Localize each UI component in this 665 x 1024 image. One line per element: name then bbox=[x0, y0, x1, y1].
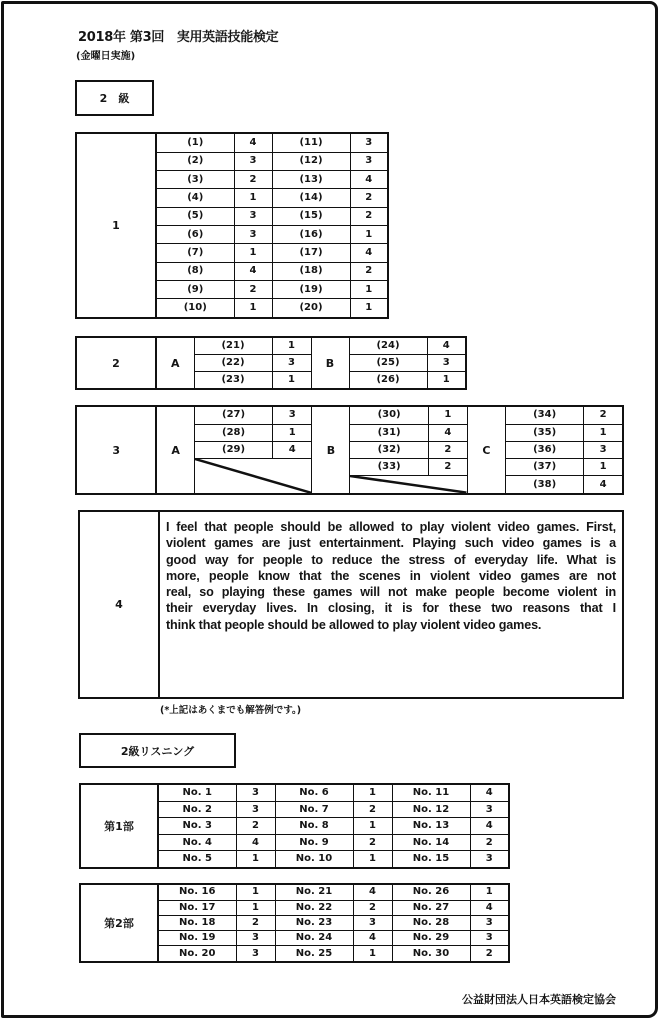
answer-value: 1 bbox=[236, 884, 275, 900]
question-number: (6) bbox=[156, 225, 234, 243]
question-number: No. 20 bbox=[158, 946, 236, 962]
section-1-answer-table bbox=[75, 132, 389, 319]
question-number: (2) bbox=[156, 152, 234, 170]
answer-value: 4 bbox=[350, 170, 388, 188]
question-number: No. 10 bbox=[275, 851, 353, 868]
question-number: (36) bbox=[506, 441, 584, 458]
answer-value: 1 bbox=[234, 244, 272, 262]
question-number: No. 4 bbox=[158, 834, 236, 851]
essay-line: more, people know that the scenes in violent video games are not bbox=[166, 568, 616, 583]
answer-value: 1 bbox=[353, 784, 392, 801]
question-number: No. 13 bbox=[392, 818, 470, 835]
part-label: A bbox=[156, 406, 194, 494]
answer-value: 2 bbox=[470, 946, 509, 962]
question-number: No. 16 bbox=[158, 884, 236, 900]
answer-value: 4 bbox=[353, 884, 392, 900]
answer-value: 2 bbox=[470, 834, 509, 851]
answer-row bbox=[76, 406, 623, 424]
question-number: (8) bbox=[156, 262, 234, 280]
blank-diagonal-cell bbox=[194, 459, 311, 494]
answer-value: 3 bbox=[236, 784, 275, 801]
question-number: (35) bbox=[506, 424, 584, 441]
answer-value: 2 bbox=[428, 441, 467, 458]
answer-row bbox=[76, 133, 388, 152]
answer-value: 1 bbox=[236, 851, 275, 868]
question-number: (26) bbox=[349, 371, 427, 389]
answer-value: 2 bbox=[584, 406, 623, 424]
answer-value: 3 bbox=[236, 931, 275, 946]
question-number: (5) bbox=[156, 207, 234, 225]
answer-value: 4 bbox=[470, 900, 509, 915]
question-number: (32) bbox=[350, 441, 428, 458]
question-number: (9) bbox=[156, 280, 234, 298]
question-number: (15) bbox=[272, 207, 350, 225]
answer-value: 1 bbox=[272, 371, 311, 389]
answer-value: 1 bbox=[353, 851, 392, 868]
answer-value: 4 bbox=[427, 337, 466, 355]
essay-line: violent games are just entertainment. Playing such video games is a bbox=[166, 536, 616, 551]
question-number: (25) bbox=[349, 355, 427, 372]
question-number: No. 22 bbox=[275, 900, 353, 915]
answer-value: 1 bbox=[350, 280, 388, 298]
answer-value: 3 bbox=[350, 133, 388, 152]
question-number: (29) bbox=[194, 441, 272, 458]
section-label: 3 bbox=[76, 406, 156, 494]
section-4-label: 4 bbox=[80, 512, 160, 697]
question-number: (37) bbox=[506, 459, 584, 476]
section-3-answer-table bbox=[75, 405, 624, 495]
question-number: No. 18 bbox=[158, 915, 236, 930]
question-number: (27) bbox=[194, 406, 272, 424]
listening-part-1-table bbox=[79, 783, 510, 869]
answer-value: 3 bbox=[470, 801, 509, 818]
question-number: No. 25 bbox=[275, 946, 353, 962]
answer-value: 1 bbox=[273, 424, 312, 441]
question-number: No. 6 bbox=[275, 784, 353, 801]
question-number: (13) bbox=[272, 170, 350, 188]
question-number: No. 24 bbox=[275, 931, 353, 946]
answer-value: 1 bbox=[236, 900, 275, 915]
question-number: No. 12 bbox=[392, 801, 470, 818]
section-label: 第2部 bbox=[80, 884, 158, 962]
answer-value: 3 bbox=[234, 207, 272, 225]
question-number: No. 26 bbox=[392, 884, 470, 900]
answer-value: 2 bbox=[350, 189, 388, 207]
essay-line: good way for people to reduce the stress of everyday life. What is bbox=[166, 552, 616, 567]
answer-value: 1 bbox=[584, 424, 623, 441]
question-number: No. 28 bbox=[392, 915, 470, 930]
question-number: (3) bbox=[156, 170, 234, 188]
answer-value: 1 bbox=[350, 299, 388, 318]
answer-value: 1 bbox=[353, 818, 392, 835]
question-number: (33) bbox=[350, 459, 428, 476]
question-number: No. 8 bbox=[275, 818, 353, 835]
answer-value: 1 bbox=[234, 189, 272, 207]
section-label: 1 bbox=[76, 133, 156, 318]
essay-line: think that people should be allowed to play violent video games. bbox=[166, 617, 542, 632]
answer-value: 3 bbox=[273, 406, 312, 424]
answer-value: 4 bbox=[470, 784, 509, 801]
answer-value: 3 bbox=[584, 441, 623, 458]
question-number: No. 14 bbox=[392, 834, 470, 851]
question-number: No. 5 bbox=[158, 851, 236, 868]
essay-line: I feel that people should be allowed to play violent video games. First, bbox=[166, 520, 616, 534]
section-4-essay-box bbox=[78, 510, 624, 699]
question-number: (1) bbox=[156, 133, 234, 152]
question-number: No. 23 bbox=[275, 915, 353, 930]
answer-value: 4 bbox=[236, 834, 275, 851]
question-number: No. 11 bbox=[392, 784, 470, 801]
question-number: No. 3 bbox=[158, 818, 236, 835]
answer-row bbox=[76, 337, 466, 355]
answer-value: 1 bbox=[470, 884, 509, 900]
grade-label-box: 2 級 bbox=[75, 80, 154, 116]
essay-line: real, so playing these games will not make people become violent in bbox=[166, 585, 616, 600]
question-number: (12) bbox=[272, 152, 350, 170]
answer-value: 2 bbox=[350, 262, 388, 280]
answer-value: 4 bbox=[353, 931, 392, 946]
answer-value: 3 bbox=[470, 931, 509, 946]
answer-row bbox=[80, 784, 509, 801]
question-number: (17) bbox=[272, 244, 350, 262]
answer-value: 4 bbox=[428, 424, 467, 441]
publisher-name: 公益財団法人日本英語検定協会 bbox=[462, 993, 616, 1006]
answer-value: 2 bbox=[234, 280, 272, 298]
question-number: (21) bbox=[194, 337, 272, 355]
question-number: No. 1 bbox=[158, 784, 236, 801]
section-2-answer-table bbox=[75, 336, 467, 390]
answer-value: 1 bbox=[272, 337, 311, 355]
part-label: C bbox=[467, 406, 505, 494]
question-number: No. 30 bbox=[392, 946, 470, 962]
listening-part-2-table bbox=[79, 883, 510, 963]
section-label: 第1部 bbox=[80, 784, 158, 868]
question-number: (4) bbox=[156, 189, 234, 207]
question-number: (38) bbox=[506, 476, 584, 494]
essay-note: (*上記はあくまでも解答例です。) bbox=[160, 705, 302, 716]
answer-value: 2 bbox=[350, 207, 388, 225]
answer-value: 4 bbox=[234, 133, 272, 152]
question-number: (28) bbox=[194, 424, 272, 441]
question-number: No. 15 bbox=[392, 851, 470, 868]
answer-value: 1 bbox=[428, 406, 467, 424]
answer-value: 1 bbox=[353, 946, 392, 962]
question-number: No. 9 bbox=[275, 834, 353, 851]
question-number: (30) bbox=[350, 406, 428, 424]
answer-value: 3 bbox=[470, 851, 509, 868]
answer-value: 1 bbox=[234, 299, 272, 318]
answer-value: 2 bbox=[428, 459, 467, 476]
question-number: No. 29 bbox=[392, 931, 470, 946]
answer-value: 3 bbox=[236, 801, 275, 818]
answer-row bbox=[80, 884, 509, 900]
question-number: (7) bbox=[156, 244, 234, 262]
question-number: (16) bbox=[272, 225, 350, 243]
question-number: (19) bbox=[272, 280, 350, 298]
answer-value: 3 bbox=[427, 355, 466, 372]
question-number: (18) bbox=[272, 262, 350, 280]
answer-value: 3 bbox=[272, 355, 311, 372]
question-number: (20) bbox=[272, 299, 350, 318]
question-number: (10) bbox=[156, 299, 234, 318]
answer-value: 1 bbox=[584, 459, 623, 476]
answer-value: 3 bbox=[236, 946, 275, 962]
part-label: B bbox=[311, 337, 349, 389]
document-subtitle: (金曜日実施) bbox=[76, 51, 136, 62]
answer-value: 2 bbox=[353, 801, 392, 818]
part-label: B bbox=[312, 406, 350, 494]
question-number: No. 2 bbox=[158, 801, 236, 818]
answer-value: 2 bbox=[236, 915, 275, 930]
answer-value: 4 bbox=[273, 441, 312, 458]
answer-value: 4 bbox=[350, 244, 388, 262]
question-number: No. 19 bbox=[158, 931, 236, 946]
answer-value: 4 bbox=[234, 262, 272, 280]
question-number: (24) bbox=[349, 337, 427, 355]
answer-value: 3 bbox=[353, 915, 392, 930]
question-number: No. 27 bbox=[392, 900, 470, 915]
question-number: No. 21 bbox=[275, 884, 353, 900]
part-label: A bbox=[156, 337, 194, 389]
blank-diagonal-cell bbox=[350, 476, 467, 494]
question-number: No. 7 bbox=[275, 801, 353, 818]
question-number: No. 17 bbox=[158, 900, 236, 915]
question-number: (22) bbox=[194, 355, 272, 372]
answer-value: 3 bbox=[234, 152, 272, 170]
answer-value: 4 bbox=[470, 818, 509, 835]
answer-value: 4 bbox=[584, 476, 623, 494]
answer-value: 2 bbox=[236, 818, 275, 835]
essay-line: their everyday lives. In closing, it is for these two reasons that I bbox=[166, 601, 616, 616]
section-label: 2 bbox=[76, 337, 156, 389]
answer-value: 1 bbox=[427, 371, 466, 389]
question-number: (23) bbox=[194, 371, 272, 389]
question-number: (31) bbox=[350, 424, 428, 441]
answer-value: 2 bbox=[234, 170, 272, 188]
question-number: (14) bbox=[272, 189, 350, 207]
answer-value: 2 bbox=[353, 900, 392, 915]
answer-value: 2 bbox=[353, 834, 392, 851]
document-title: 2018年 第3回 実用英語技能検定 bbox=[78, 30, 279, 45]
essay-answer-text bbox=[166, 519, 616, 633]
question-number: (11) bbox=[272, 133, 350, 152]
listening-title-box: 2級リスニング bbox=[79, 733, 236, 768]
answer-value: 3 bbox=[234, 225, 272, 243]
answer-value: 3 bbox=[470, 915, 509, 930]
answer-value: 1 bbox=[350, 225, 388, 243]
question-number: (34) bbox=[506, 406, 584, 424]
answer-value: 3 bbox=[350, 152, 388, 170]
